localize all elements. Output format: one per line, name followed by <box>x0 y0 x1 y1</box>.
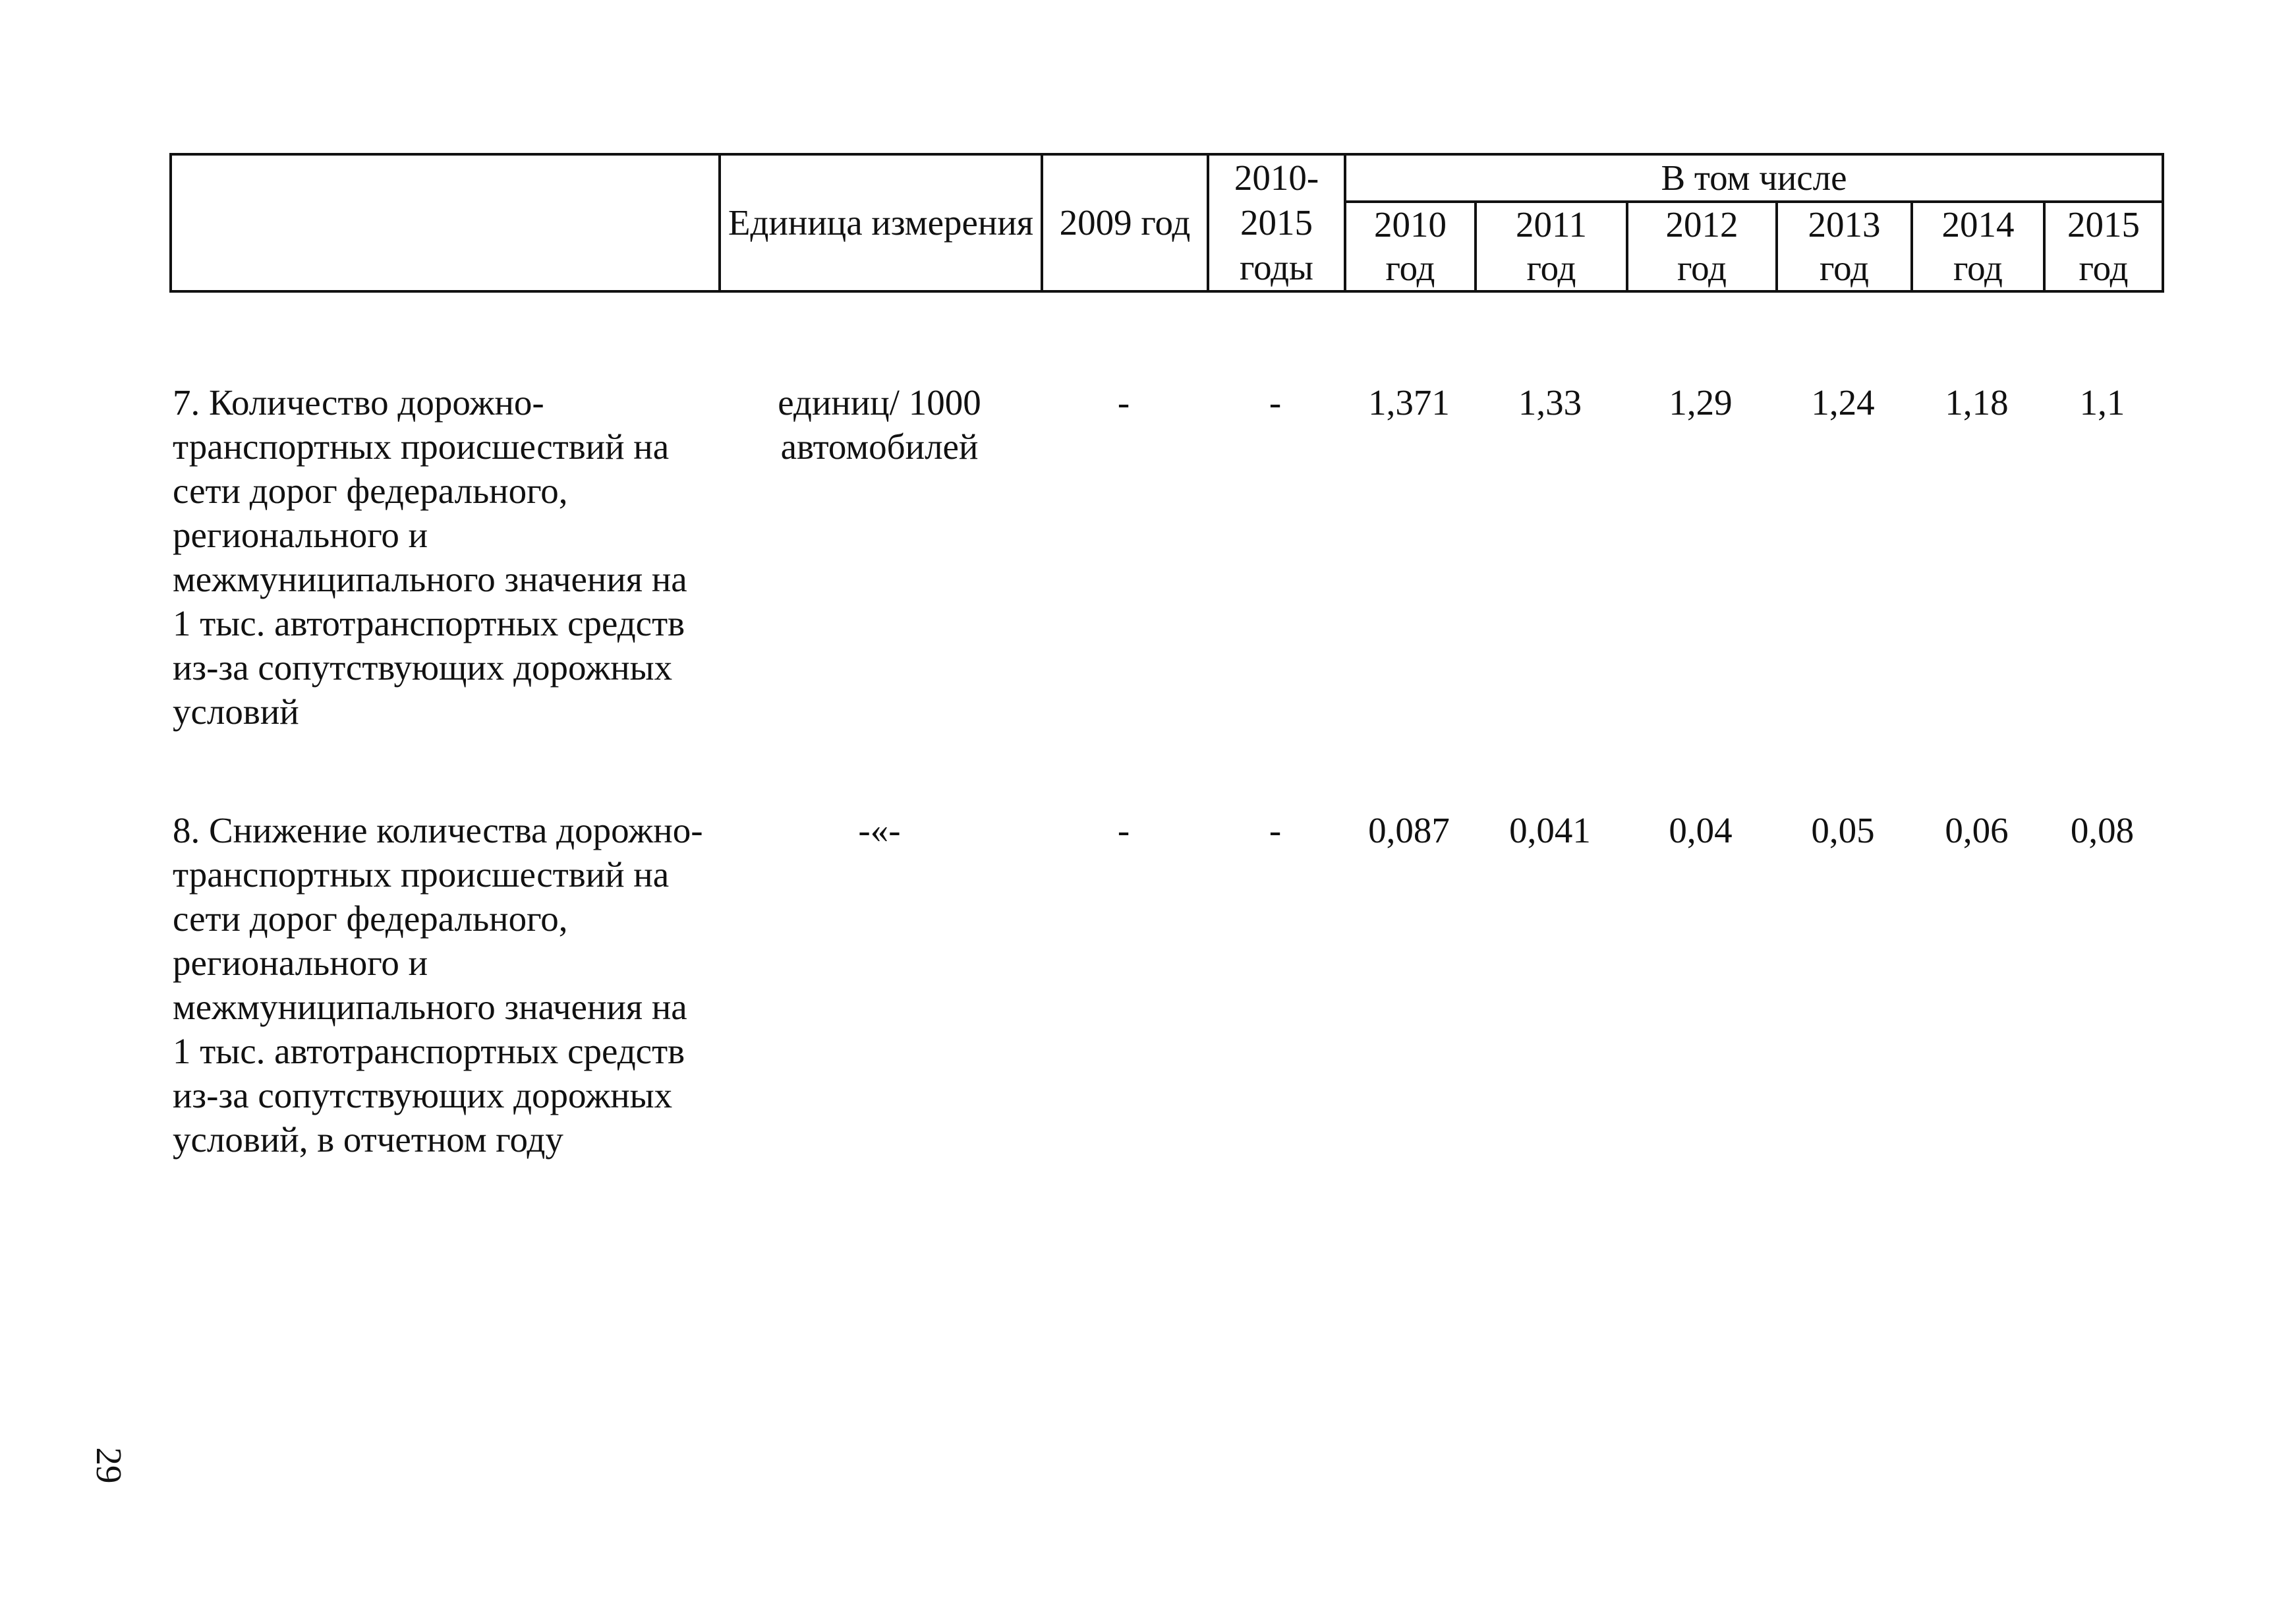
row-7-unit: единиц/ 1000 автомобилей <box>778 382 981 467</box>
header-year-2011-suffix: год <box>1526 248 1576 288</box>
header-year-2013-number: 2013 <box>1808 204 1881 245</box>
row-7-value-2012: 1,29 <box>1669 382 1733 423</box>
header-indicator-cell <box>171 154 720 291</box>
header-year-2015 <box>2044 202 2163 291</box>
header-year-2012-number: 2012 <box>1665 204 1738 245</box>
header-period-cell <box>1208 154 1345 291</box>
header-group-cell <box>1345 154 2163 202</box>
header-year-2014 <box>1912 202 2044 291</box>
row-8-value-2014: 0,06 <box>1945 810 2009 850</box>
row-7-indicator-name: 7. Количество дорожно-транспортных происшествий на сети дорог федерального, регионального и межмуниципального значения на 1 тыс. автотранспортных средств из-за сопутствующих дорожных условий <box>173 382 687 732</box>
header-year-2010-number: 2010 <box>1374 204 1447 245</box>
header-year-2010-suffix: год <box>1385 248 1435 288</box>
header-year-2014-number: 2014 <box>1941 204 2015 245</box>
header-year-2014-suffix: год <box>1953 248 2003 288</box>
row-7-value-2009: - <box>1117 382 1130 423</box>
row-7-value-2014: 1,18 <box>1945 382 2009 423</box>
header-year-2012-suffix: год <box>1677 248 1727 288</box>
row-8-value-2010-2015: - <box>1269 810 1282 850</box>
header-year-2015-suffix: год <box>2079 248 2129 288</box>
header-table <box>169 153 2164 293</box>
row-8-indicator-name: 8. Снижение количества дорожно-транспортных происшествий на сети дорог федерального, регионального и межмуниципального значения на 1 тыс. автотранспортных средств из-за сопутствующих дорожных условий, в отчетном году <box>173 810 703 1160</box>
header-2009-cell <box>1042 154 1208 291</box>
header-year-2013-suffix: год <box>1819 248 1870 288</box>
row-7-value-2011: 1,33 <box>1518 382 1582 423</box>
row-7-value-2013: 1,24 <box>1811 382 1875 423</box>
header-2009-label: 2009 год <box>1059 202 1191 243</box>
header-group-label: В том числе <box>1661 158 1847 198</box>
row-8-value-2009: - <box>1117 810 1130 850</box>
row-8-value-2015: 0,08 <box>2070 810 2135 850</box>
row-8-unit: -«- <box>858 810 901 850</box>
row-8-value-2012: 0,04 <box>1669 810 1733 850</box>
row-8-value-2011: 0,041 <box>1509 810 1591 850</box>
row-8-value-2010: 0,087 <box>1368 810 1450 850</box>
header-unit-label: Единица измерения <box>728 202 1034 243</box>
header-year-2011 <box>1476 202 1627 291</box>
header-period-label: 2010-2015 годы <box>1234 158 1319 287</box>
row-7-value-2010-2015: - <box>1269 382 1282 423</box>
page-number: 29 <box>89 1447 129 1484</box>
row-7-value-2010: 1,371 <box>1368 382 1450 423</box>
row-8-value-2013: 0,05 <box>1811 810 1875 850</box>
header-year-2011-number: 2011 <box>1516 204 1587 245</box>
header-unit-cell <box>720 154 1042 291</box>
header-year-2015-number: 2015 <box>2067 204 2140 245</box>
header-year-2010 <box>1345 202 1476 291</box>
header-year-2013 <box>1777 202 1912 291</box>
header-year-2012 <box>1627 202 1777 291</box>
row-7-value-2015: 1,1 <box>2079 382 2125 423</box>
